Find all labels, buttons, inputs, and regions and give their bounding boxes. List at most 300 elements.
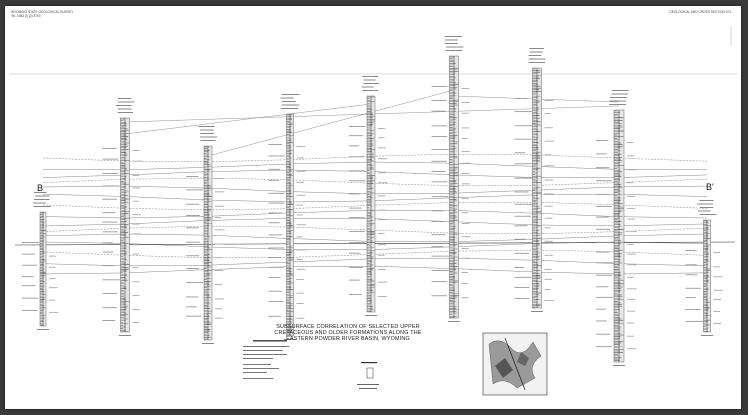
depth-label-mark: [215, 178, 224, 179]
depth-label-mark: [49, 312, 58, 313]
cross-section-sheet: [5, 6, 741, 409]
depth-label-mark: [215, 270, 223, 271]
formation-label-mark: [269, 234, 283, 235]
depth-label-mark: [215, 257, 222, 258]
well-column: [33, 192, 51, 330]
formation-label-mark: [103, 279, 121, 280]
well-header-mark: [282, 101, 296, 102]
well-header-mark: [610, 97, 627, 98]
depth-label-mark: [545, 255, 553, 256]
depth-label-mark: [297, 158, 304, 159]
depth-label-mark: [545, 113, 551, 114]
depth-label-mark: [462, 297, 469, 298]
depth-label-mark: [297, 259, 303, 260]
formation-label-mark: [515, 163, 533, 164]
depth-label-mark: [627, 169, 636, 170]
formation-label-mark: [186, 189, 203, 190]
depth-label-mark: [378, 172, 386, 173]
formation-label-mark: [269, 203, 285, 204]
depth-label-mark: [627, 323, 634, 324]
depth-label-mark: [462, 113, 470, 114]
formation-label-mark: [269, 144, 282, 145]
depth-label-mark: [627, 182, 633, 183]
well-footer-mark: [448, 321, 460, 322]
formation-label-mark: [349, 170, 365, 171]
formation-label-mark: [515, 287, 530, 288]
formation-label-mark: [22, 276, 34, 277]
formation-label-mark: [349, 208, 362, 209]
formation-label-mark: [432, 171, 446, 172]
formation-label-mark: [269, 193, 285, 194]
depth-label-mark: [714, 276, 723, 277]
depth-label-mark: [133, 244, 140, 245]
section-title-line-2: CRETACEOUS AND OLDER FORMATIONS ALONG THE: [274, 330, 422, 337]
well-header-mark: [281, 108, 298, 109]
depth-label-mark: [215, 206, 224, 207]
well-header-mark: [361, 87, 373, 88]
depth-label-mark: [297, 269, 306, 270]
depth-label-mark: [627, 219, 635, 220]
formation-label-mark: [432, 256, 449, 257]
formation-label-mark: [186, 227, 199, 228]
well-header-mark: [200, 130, 214, 131]
formation-label-mark: [349, 231, 365, 232]
formation-label-mark: [22, 298, 38, 299]
formation-label-mark: [596, 286, 608, 287]
depth-label-mark: [714, 266, 720, 267]
formation-label-mark: [269, 169, 281, 170]
well-footer-mark: [202, 343, 214, 344]
well-header-mark: [444, 36, 461, 37]
depth-label-mark: [462, 127, 470, 128]
formation-label-mark: [349, 193, 360, 194]
formation-label-mark: [432, 196, 449, 197]
depth-label-mark: [297, 195, 306, 196]
well-header-mark: [697, 204, 713, 205]
formation-label-mark: [269, 277, 281, 278]
depth-label-mark: [297, 171, 306, 172]
depth-label-mark: [714, 252, 721, 253]
depth-label-mark: [545, 227, 551, 228]
formation-label-mark: [515, 239, 526, 240]
formation-label-mark: [596, 194, 609, 195]
well-header-mark: [118, 102, 135, 103]
formation-label-mark: [269, 156, 285, 157]
well-column: [609, 90, 629, 366]
formation-label-mark: [103, 307, 118, 308]
depth-label-mark: [545, 100, 554, 101]
depth-label-mark: [545, 241, 553, 242]
depth-label-mark: [378, 137, 385, 138]
formation-label-mark: [186, 268, 199, 269]
depth-label-mark: [378, 219, 387, 220]
depth-label-mark: [378, 296, 387, 297]
formation-label-mark: [269, 257, 281, 258]
well-header-mark: [529, 62, 546, 63]
formation-label-mark: [596, 334, 610, 335]
formation-label-mark: [432, 100, 447, 101]
depth-label-mark: [627, 155, 634, 156]
explanation-legend: [243, 340, 289, 379]
depth-label-mark: [297, 279, 304, 280]
depth-label-mark: [627, 277, 634, 278]
formation-label-mark: [349, 242, 365, 243]
section-start-label: B: [37, 183, 44, 193]
formation-label-mark: [596, 275, 612, 276]
formation-label-mark: [432, 234, 446, 235]
formation-label-mark: [103, 199, 118, 200]
well-header-mark: [33, 206, 51, 207]
formation-label-mark: [596, 167, 609, 168]
formation-label-mark: [269, 180, 279, 181]
well-header-mark: [529, 48, 543, 49]
formation-label-mark: [596, 262, 614, 263]
formation-label-mark: [686, 288, 701, 289]
depth-label-mark: [297, 236, 303, 237]
depth-label-mark: [462, 236, 471, 237]
formation-label-mark: [686, 264, 697, 265]
formation-label-mark: [432, 270, 449, 271]
depth-label-mark: [49, 267, 56, 268]
section-title-line-3: EASTERN POWDER RIVER BASIN, WYOMING: [286, 336, 410, 343]
depth-label-mark: [545, 289, 551, 290]
formation-label-mark: [349, 145, 359, 146]
well-column: [444, 36, 463, 322]
depth-label-mark: [714, 323, 722, 324]
upper-correlation-line: [208, 90, 454, 156]
formation-label-mark: [515, 139, 532, 140]
formation-label-mark: [269, 248, 285, 249]
formation-label-mark: [103, 222, 118, 223]
formation-label-mark: [432, 125, 448, 126]
depth-label-mark: [133, 309, 140, 310]
formation-label-mark: [432, 221, 445, 222]
formation-label-mark: [22, 285, 36, 286]
formation-label-mark: [186, 176, 198, 177]
depth-label-mark: [49, 244, 59, 245]
formation-label-mark: [432, 149, 449, 150]
depth-label-mark: [545, 300, 554, 301]
depth-label-mark: [627, 299, 635, 300]
well-footer-mark: [613, 365, 625, 366]
formation-label-mark: [432, 161, 447, 162]
formation-label-mark: [596, 140, 608, 141]
header-left-line-1: WYOMING STATE GEOLOGICAL SURVEY: [11, 10, 74, 14]
formation-label-mark: [103, 265, 115, 266]
depth-label-mark: [627, 254, 636, 255]
depth-label-mark: [378, 255, 385, 256]
formation-label-mark: [269, 267, 284, 268]
depth-label-mark: [49, 287, 58, 288]
depth-label-mark: [133, 150, 140, 151]
formation-label-mark: [349, 126, 365, 127]
well-header-mark: [116, 105, 132, 106]
cross-section-drawing: [5, 6, 741, 409]
depth-label-mark: [714, 290, 723, 291]
depth-label-mark: [297, 250, 307, 251]
depth-label-mark: [545, 141, 554, 142]
formation-label-mark: [349, 253, 360, 254]
well-header-mark: [445, 50, 462, 51]
formation-label-mark: [686, 250, 697, 251]
depth-label-mark: [133, 175, 140, 176]
depth-label-mark: [378, 210, 386, 211]
depth-label-mark: [462, 248, 469, 249]
formation-label-mark: [186, 242, 200, 243]
depth-label-mark: [545, 180, 554, 181]
depth-label-mark: [627, 288, 637, 289]
depth-label-mark: [462, 198, 469, 199]
depth-label-mark: [297, 146, 306, 147]
well-header-mark: [35, 196, 49, 197]
well-header-mark: [33, 203, 46, 204]
depth-label-mark: [462, 102, 470, 103]
depth-label-mark: [545, 127, 553, 128]
depth-label-mark: [215, 284, 222, 285]
well-header-mark: [612, 90, 629, 91]
formation-label-mark: [349, 267, 363, 268]
formation-label-mark: [432, 246, 444, 247]
formation-label-mark: [103, 242, 113, 243]
depth-label-mark: [378, 195, 386, 196]
depth-label-mark: [714, 311, 721, 312]
depth-label-mark: [49, 256, 56, 257]
depth-label-mark: [297, 215, 303, 216]
section-title-line-1: SUBSURFACE CORRELATION OF SELECTED UPPER: [276, 324, 420, 330]
depth-label-mark: [297, 205, 304, 206]
depth-label-mark: [627, 142, 633, 143]
depth-label-mark: [627, 244, 634, 245]
formation-label-mark: [515, 111, 532, 112]
formation-label-mark: [432, 181, 448, 182]
depth-label-mark: [378, 182, 387, 183]
depth-label-mark: [462, 173, 470, 174]
formation-label-mark: [349, 135, 364, 136]
depth-label-mark: [215, 298, 224, 299]
depth-label-mark: [545, 279, 552, 280]
formation-label-mark: [596, 321, 607, 322]
formation-label-mark: [186, 255, 199, 256]
formation-label-mark: [515, 298, 530, 299]
depth-label-mark: [627, 348, 636, 349]
formation-label-mark: [103, 320, 116, 321]
well-header-mark: [530, 52, 543, 53]
depth-label-mark: [378, 147, 386, 148]
section-end-label: B': [706, 182, 714, 192]
formation-label-mark: [269, 291, 282, 292]
depth-label-mark: [462, 223, 470, 224]
formation-label-mark: [186, 282, 203, 283]
well-footer-mark: [531, 311, 543, 312]
depth-label-mark: [133, 224, 140, 225]
formation-label-mark: [596, 309, 606, 310]
depth-label-mark: [462, 151, 471, 152]
depth-label-mark: [297, 293, 305, 294]
well-header-mark: [446, 47, 463, 48]
formation-label-mark: [596, 229, 610, 230]
depth-label-mark: [627, 208, 635, 209]
formation-label-mark: [515, 253, 530, 254]
well-footer-mark: [701, 335, 713, 336]
well-column: [361, 76, 379, 316]
formation-label-mark: [349, 294, 362, 295]
depth-label-mark: [133, 267, 139, 268]
well-header-mark: [362, 90, 378, 91]
formation-label-mark: [103, 212, 116, 213]
depth-label-mark: [133, 322, 139, 323]
well-header-mark: [282, 105, 300, 106]
depth-label-mark: [378, 233, 385, 234]
formation-label-mark: [515, 178, 533, 179]
well-header-mark: [118, 109, 132, 110]
well-header-mark: [118, 98, 131, 99]
formation-label-mark: [103, 293, 118, 294]
depth-label-mark: [462, 212, 469, 213]
formation-label-mark: [349, 180, 365, 181]
formation-label-mark: [515, 216, 531, 217]
depth-label-mark: [545, 194, 554, 195]
formation-label-mark: [596, 297, 613, 298]
formation-label-mark: [515, 152, 526, 153]
depth-label-mark: [545, 206, 553, 207]
depth-label-mark: [378, 128, 385, 129]
depth-label-mark: [215, 308, 222, 309]
depth-label-mark: [627, 196, 635, 197]
formation-label-mark: [515, 267, 525, 268]
depth-label-mark: [627, 311, 635, 312]
depth-label-mark: [545, 165, 555, 166]
depth-label-mark: [133, 254, 139, 255]
depth-label-mark: [297, 182, 305, 183]
formation-label-mark: [103, 231, 118, 232]
formation-label-mark: [432, 111, 446, 112]
formation-label-mark: [22, 265, 37, 266]
depth-label-mark: [545, 218, 553, 219]
depth-label-mark: [462, 258, 471, 259]
formation-label-mark: [432, 210, 444, 211]
formation-label-mark: [515, 98, 527, 99]
formation-label-mark: [349, 217, 365, 218]
formation-label-mark: [22, 254, 35, 255]
header-left-line-2: Tel. 1983 (I) (2) 3700: [11, 14, 41, 18]
formation-label-mark: [186, 316, 201, 317]
formation-label-mark: [686, 297, 696, 298]
formation-label-mark: [186, 296, 198, 297]
well-header-mark: [700, 207, 713, 208]
depth-label-mark: [49, 278, 56, 279]
well-footer-mark: [37, 329, 49, 330]
depth-label-mark: [133, 188, 141, 189]
depth-label-mark: [714, 299, 722, 300]
formation-label-mark: [686, 309, 701, 310]
well-header-mark: [445, 40, 458, 41]
formation-label-mark: [686, 321, 703, 322]
formation-label-mark: [596, 153, 607, 154]
well-header-mark: [34, 199, 50, 200]
well-header-mark: [700, 214, 717, 215]
formation-label-mark: [596, 242, 612, 243]
section-title: [273, 324, 423, 343]
formation-label-mark: [186, 306, 197, 307]
formation-label-mark: [515, 204, 533, 205]
well-header-mark: [363, 80, 375, 81]
depth-label-mark: [378, 244, 386, 245]
formation-label-mark: [596, 252, 610, 253]
well-header-mark: [528, 55, 541, 56]
well-header-mark: [200, 137, 217, 138]
well-header-mark: [609, 104, 626, 105]
depth-label-mark: [215, 244, 224, 245]
well-footer-mark: [119, 335, 131, 336]
formation-label-mark: [269, 222, 280, 223]
formation-label-mark: [596, 180, 612, 181]
well-header-mark: [610, 101, 626, 102]
well-header-mark: [699, 200, 713, 201]
formation-label-mark: [269, 213, 282, 214]
depth-label-mark: [462, 88, 470, 89]
formation-label-mark: [349, 156, 364, 157]
well-header-mark: [363, 83, 379, 84]
formation-label-mark: [432, 86, 448, 87]
depth-label-mark: [627, 231, 637, 232]
depth-label-mark: [133, 281, 140, 282]
formation-label-mark: [515, 225, 528, 226]
depth-label-mark: [133, 201, 139, 202]
depth-label-mark: [297, 224, 307, 225]
well-footer-mark: [365, 315, 377, 316]
formation-label-mark: [596, 206, 612, 207]
depth-label-mark: [462, 183, 470, 184]
depth-label-mark: [133, 295, 140, 296]
well-header-mark: [200, 133, 214, 134]
depth-label-mark: [297, 318, 305, 319]
well-header-mark: [698, 211, 710, 212]
depth-label-mark: [215, 318, 223, 319]
formation-label-mark: [103, 148, 117, 149]
depth-label-mark: [545, 269, 552, 270]
depth-label-mark: [462, 283, 469, 284]
formation-label-mark: [432, 295, 448, 296]
formation-label-mark: [186, 204, 200, 205]
well-header-mark: [201, 140, 216, 141]
header-right-line-1: GEOLOGICAL AND CROSS SECTION 101: [669, 10, 731, 14]
formation-label-mark: [432, 281, 448, 282]
well-header-mark: [529, 59, 546, 60]
formation-label-mark: [515, 192, 529, 193]
depth-label-mark: [462, 163, 471, 164]
depth-label-mark: [49, 300, 55, 301]
depth-label-mark: [215, 217, 221, 218]
formation-label-mark: [186, 215, 200, 216]
well-column: [697, 200, 716, 336]
depth-label-mark: [627, 336, 634, 337]
formation-label-mark: [349, 280, 360, 281]
well-header-mark: [445, 43, 458, 44]
well-header-mark: [612, 94, 628, 95]
depth-label-mark: [462, 138, 468, 139]
formation-label-mark: [22, 310, 37, 311]
depth-label-mark: [133, 214, 141, 215]
formation-label-mark: [515, 125, 533, 126]
depth-label-mark: [545, 154, 552, 155]
index-map: [483, 333, 547, 395]
depth-label-mark: [378, 269, 386, 270]
upper-correlation-line: [125, 104, 371, 134]
formation-label-mark: [103, 186, 119, 187]
depth-label-mark: [627, 264, 637, 265]
depth-label-mark: [215, 191, 224, 192]
formation-label-mark: [686, 274, 698, 275]
